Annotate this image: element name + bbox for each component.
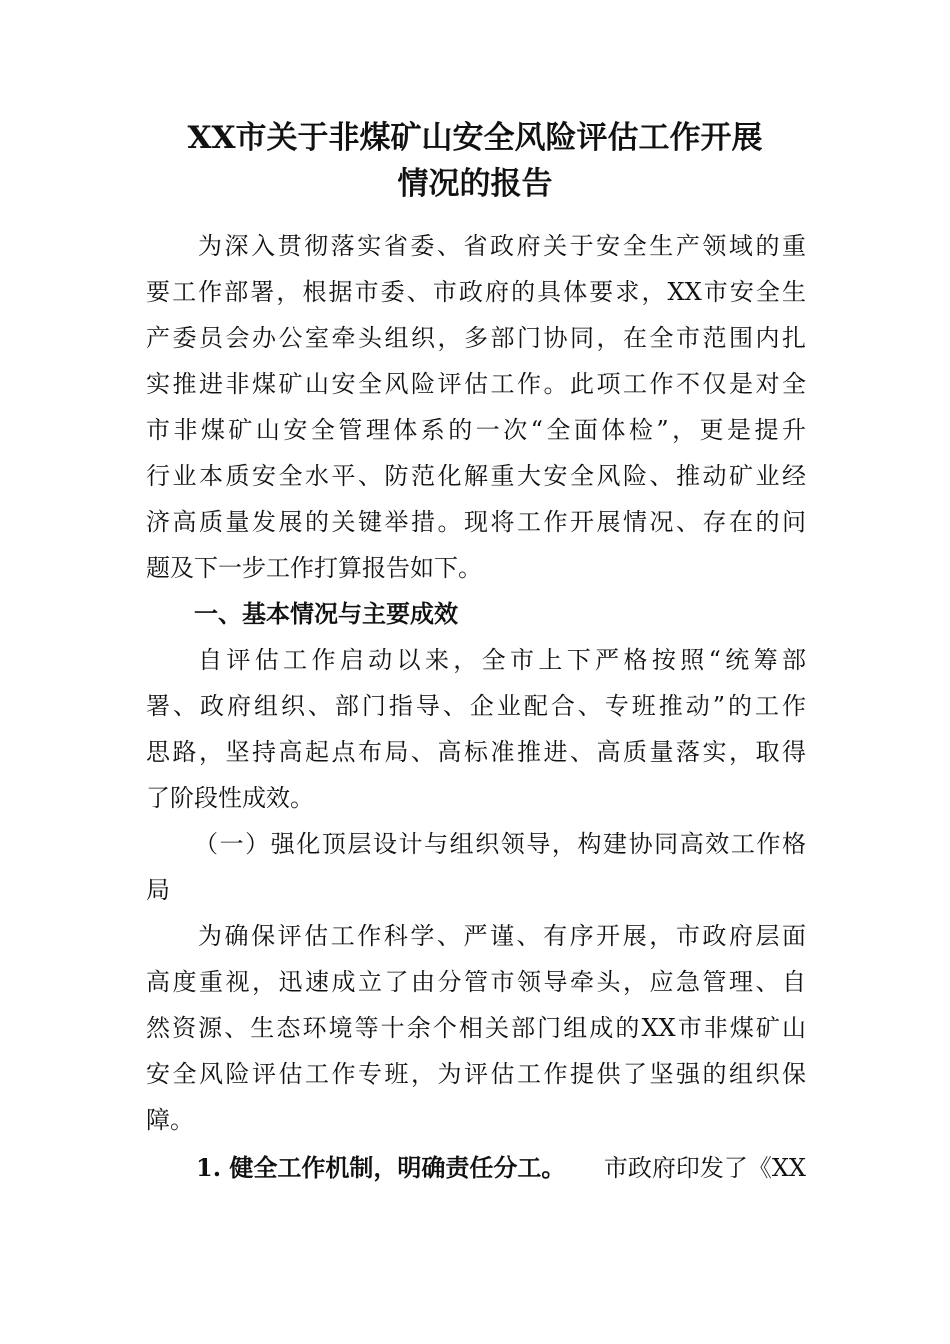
paragraph-line: 要工作部署，根据市委、市政府的具体要求，XX市安全生 [146,278,806,306]
section-heading: 一、基本情况与主要成效 [194,600,458,628]
paragraph-line: 自评估工作启动以来，全市上下严格按照“统筹部 [198,646,806,674]
paragraph-line: 为确保评估工作科学、严谨、有序开展，市政府层面 [198,922,806,950]
paragraph-line: 济高质量发展的关键举措。现将工作开展情况、存在的问 [146,508,806,536]
subsection-heading-cont: 局 [146,876,170,904]
paragraph-line: 安全风险评估工作专班，为评估工作提供了坚强的组织保 [146,1060,806,1088]
paragraph-line: 市非煤矿山安全管理体系的一次“全面体检”，更是提升 [146,416,806,444]
paragraph-line: 高度重视，迅速成立了由分管市领导牵头，应急管理、自 [146,968,806,996]
document-title-line-2: 情况的报告 [397,166,553,202]
paragraph-line: 行业本质安全水平、防范化解重大安全风险、推动矿业经 [146,462,806,490]
paragraph-line: 思路，坚持高起点布局、高标准推进、高质量落实，取得 [146,738,806,766]
paragraph-line: 实推进非煤矿山安全风险评估工作。此项工作不仅是对全 [146,370,806,398]
numbered-item-line [196,1150,806,1186]
paragraph-line: 题及下一步工作打算报告如下。 [146,554,482,582]
numbered-item-lead: 1. 健全工作机制，明确责任分工。 [196,1153,566,1182]
numbered-item-text: 市政府印发了《XX [603,1154,806,1182]
paragraph-line: 了阶段性成效。 [146,784,314,812]
subsection-heading: （一）强化顶层设计与组织领导，构建协同高效工作格 [194,830,806,858]
paragraph-line: 署、政府组织、部门指导、企业配合、专班推动”的工作 [146,692,806,720]
document-title-line-1: XX市关于非煤矿山安全风险评估工作开展 [187,120,763,156]
paragraph-line: 障。 [146,1106,194,1134]
paragraph-line: 产委员会办公室牵头组织，多部门协同，在全市范围内扎 [146,324,806,352]
paragraph-line: 然资源、生态环境等十余个相关部门组成的XX市非煤矿山 [146,1014,806,1042]
paragraph-line: 为深入贯彻落实省委、省政府关于安全生产领域的重 [198,232,806,260]
